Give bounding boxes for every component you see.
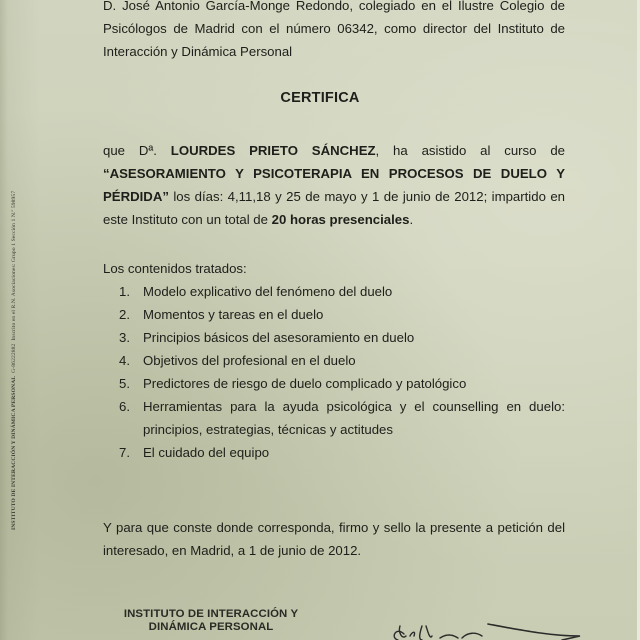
- certificate-title: CERTIFICA: [280, 90, 360, 106]
- list-item: [119, 372, 565, 395]
- intro-line-2: Psicólogos de Madrid con el número 06342, como director del Instituto de: [103, 21, 565, 36]
- list-text: Predictores de riesgo de duelo complicado y patológico: [143, 376, 467, 391]
- list-item: [119, 349, 565, 372]
- body-line-2: [103, 162, 565, 185]
- list-text: Modelo explicativo del fenómeno del duelo: [143, 284, 393, 299]
- side-cif: G-86222882: [11, 343, 17, 373]
- list-text-line-2: principios, estrategias, técnicas y actitudes: [143, 422, 393, 437]
- body-line-4: [103, 208, 565, 231]
- side-registry: Inscrito en el R.N. Asociaciones: Grupo 1 Sección 1 N.º 598957: [11, 190, 17, 341]
- list-item: [119, 441, 565, 464]
- contents-label-text: Los contenidos tratados:: [103, 261, 247, 276]
- body-prefix: que Dª.: [103, 143, 157, 158]
- list-number: 2.: [119, 307, 130, 322]
- institute-stamp: [106, 608, 316, 634]
- certification-paragraph: [103, 139, 565, 231]
- course-name-part-1: “ASESORAMIENTO Y PSICOTERAPIA EN PROCESOS DE DUELO Y: [103, 166, 565, 181]
- list-item: [119, 326, 565, 349]
- list-item: [119, 395, 565, 441]
- body-line-1-rest: , ha asistido al curso de: [375, 143, 565, 158]
- intro-line-1: D. José Antonio García-Monge Redondo, colegiado en el Ilustre Colegio de: [103, 0, 565, 13]
- list-text: Momentos y tareas en el duelo: [143, 307, 324, 322]
- closing-paragraph: [103, 516, 565, 562]
- hours-suffix: .: [409, 212, 414, 227]
- body-line-3: [103, 185, 565, 208]
- list-number: 4.: [119, 353, 130, 368]
- list-text: El cuidado del equipo: [143, 445, 270, 460]
- course-name-part-2: PÉRDIDA”: [103, 189, 169, 204]
- list-text-line-1: Herramientas para la ayuda psicológica y el counselling en duelo:: [143, 399, 565, 414]
- closing-line-2: interesado, en Madrid, a 1 de junio de 2012.: [103, 543, 362, 558]
- side-org-name: INSTITUTO DE INTERACCIÓN Y DINÁMICA PERSONAL: [11, 375, 17, 530]
- list-number: 1.: [119, 284, 130, 299]
- list-number: 5.: [119, 376, 130, 391]
- contents-list: [119, 280, 565, 464]
- signature-icon: [370, 596, 610, 640]
- stamp-line-1: INSTITUTO DE INTERACCIÓN Y: [123, 608, 299, 620]
- list-item: [119, 280, 565, 303]
- list-number: 7.: [119, 445, 130, 460]
- intro-line-3: Interacción y Dinámica Personal: [103, 44, 293, 59]
- body-line-1: [103, 139, 565, 162]
- list-item: [119, 303, 565, 326]
- list-number: 6.: [119, 399, 130, 414]
- hours-prefix: este Instituto con un total de: [103, 212, 272, 227]
- intro-paragraph: [103, 0, 565, 63]
- contents-label: [103, 257, 565, 280]
- stamp-line-2: DINÁMICA PERSONAL: [148, 621, 274, 633]
- closing-line-1: Y para que conste donde corresponda, firmo y sello la presente a petición del: [103, 520, 565, 535]
- side-margin-registry-text: [11, 191, 17, 530]
- course-dates: los días: 4,11,18 y 25 de mayo y 1 de junio de 2012; impartido en: [168, 189, 565, 204]
- list-text: Objetivos del profesional en el duelo: [143, 353, 356, 368]
- list-text: Principios básicos del asesoramiento en duelo: [143, 330, 415, 345]
- attendee-name: LOURDES PRIETO SÁNCHEZ: [170, 143, 376, 158]
- list-number: 3.: [119, 330, 130, 345]
- course-hours: 20 horas presenciales: [271, 212, 410, 227]
